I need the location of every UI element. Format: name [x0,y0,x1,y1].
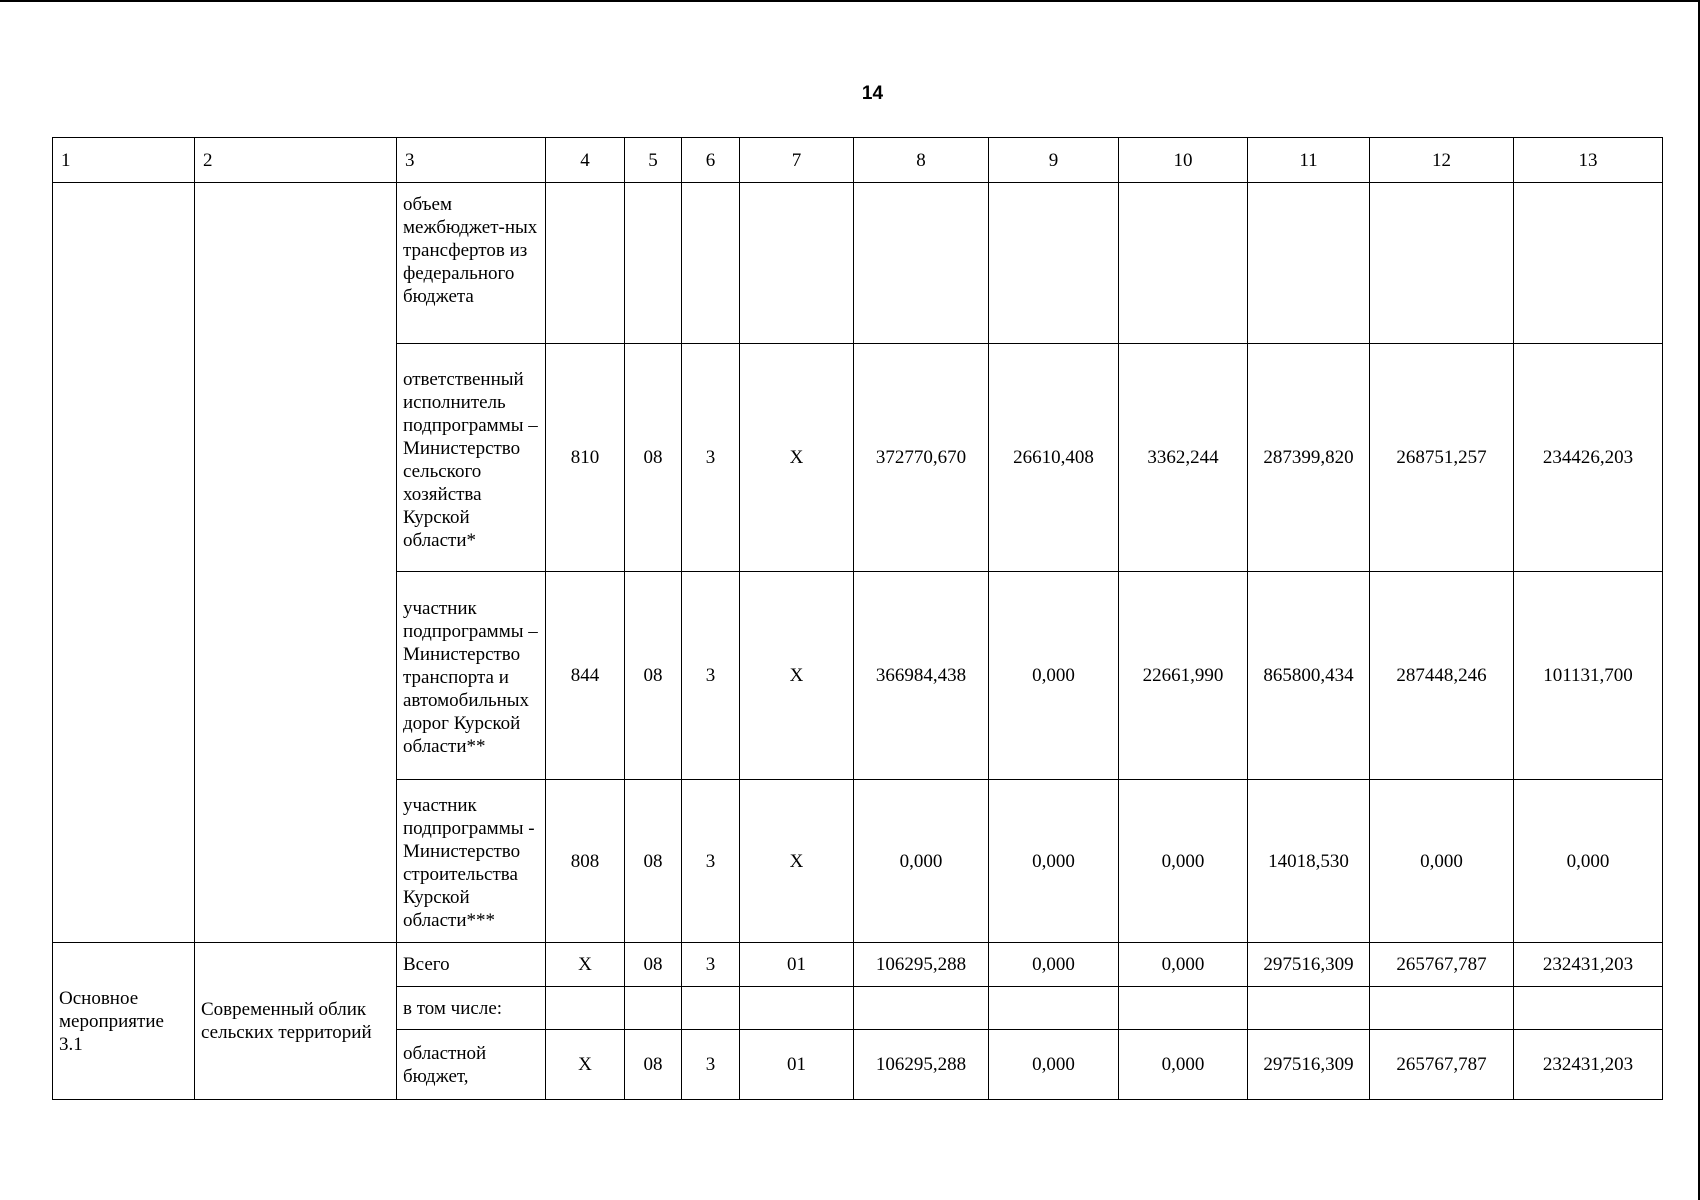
value-cell: 01 [740,1030,854,1100]
value-cell: 232431,203 [1514,1030,1663,1100]
value-cell: 808 [546,780,625,943]
value-cell [854,183,989,344]
empty-cell-col1 [53,183,195,943]
header-cell: 11 [1248,138,1370,183]
header-cell: 12 [1370,138,1514,183]
value-cell: 297516,309 [1248,943,1370,987]
value-cell: 3 [682,780,740,943]
value-cell: 22661,990 [1119,572,1248,780]
value-cell [682,183,740,344]
value-cell: X [740,780,854,943]
header-cell: 6 [682,138,740,183]
value-cell: 08 [625,344,682,572]
value-cell [1370,987,1514,1030]
value-cell: 287448,246 [1370,572,1514,780]
value-cell [1248,987,1370,1030]
value-cell [854,987,989,1030]
value-cell [625,183,682,344]
value-cell: 0,000 [1119,780,1248,943]
value-cell: 268751,257 [1370,344,1514,572]
value-cell: 26610,408 [989,344,1119,572]
value-cell: 101131,700 [1514,572,1663,780]
budget-table [52,137,1663,1100]
value-cell: 0,000 [1370,780,1514,943]
value-cell: 08 [625,780,682,943]
header-cell: 4 [546,138,625,183]
regional-budget-cell: областной бюджет, [397,1030,546,1100]
value-cell: 14018,530 [1248,780,1370,943]
value-cell: 0,000 [1514,780,1663,943]
value-cell: 810 [546,344,625,572]
value-cell: 08 [625,943,682,987]
page-border-top [0,0,1700,2]
value-cell: 08 [625,1030,682,1100]
header-cell: 7 [740,138,854,183]
value-cell: 08 [625,572,682,780]
value-cell [1119,987,1248,1030]
page-number: 14 [861,83,884,104]
value-cell: 287399,820 [1248,344,1370,572]
value-cell: 265767,787 [1370,943,1514,987]
value-cell: 01 [740,943,854,987]
value-cell: 3362,244 [1119,344,1248,572]
value-cell: 0,000 [1119,943,1248,987]
value-cell [1514,183,1663,344]
value-cell: 0,000 [989,1030,1119,1100]
funding-source-cell: объем межбюджет-ных трансфертов из федерального бюджета [397,183,546,344]
value-cell [740,987,854,1030]
value-cell: X [740,572,854,780]
header-cell: 10 [1119,138,1248,183]
value-cell: 0,000 [989,780,1119,943]
including-label-cell: в том числе: [397,987,546,1030]
table-row [53,943,1663,987]
header-cell: 2 [195,138,397,183]
value-cell: 372770,670 [854,344,989,572]
participant-cell: участник подпрограммы – Министерство транспорта и автомобильных дорог Курской области** [397,572,546,780]
value-cell [682,987,740,1030]
header-cell: 8 [854,138,989,183]
table-row [53,183,1663,344]
value-cell: 865800,434 [1248,572,1370,780]
value-cell: 844 [546,572,625,780]
header-cell: 9 [989,138,1119,183]
value-cell: 297516,309 [1248,1030,1370,1100]
activity-name-cell: Современный облик сельских территорий [195,943,397,1100]
value-cell: X [546,943,625,987]
value-cell: 232431,203 [1514,943,1663,987]
value-cell: 366984,438 [854,572,989,780]
main-activity-cell: Основное мероприятие 3.1 [53,943,195,1100]
value-cell: 3 [682,344,740,572]
header-cell: 1 [53,138,195,183]
header-row [53,138,1663,183]
value-cell: 0,000 [989,943,1119,987]
value-cell [546,987,625,1030]
value-cell: 3 [682,572,740,780]
value-cell [546,183,625,344]
header-cell: 5 [625,138,682,183]
value-cell [625,987,682,1030]
value-cell [1514,987,1663,1030]
empty-cell-col2 [195,183,397,943]
value-cell: 106295,288 [854,943,989,987]
value-cell [1119,183,1248,344]
value-cell [989,987,1119,1030]
value-cell: 0,000 [1119,1030,1248,1100]
executor-cell: ответственный исполнитель подпрограммы – Министерство сельского хозяйства Курской области* [397,344,546,572]
participant-cell: участник подпрограммы - Министерство строительства Курской области*** [397,780,546,943]
header-cell: 3 [397,138,546,183]
value-cell: 3 [682,1030,740,1100]
value-cell: 265767,787 [1370,1030,1514,1100]
value-cell: 0,000 [989,572,1119,780]
value-cell [1248,183,1370,344]
total-label-cell: Всего [397,943,546,987]
value-cell: X [740,344,854,572]
value-cell: 0,000 [854,780,989,943]
value-cell [740,183,854,344]
value-cell: 106295,288 [854,1030,989,1100]
value-cell [989,183,1119,344]
value-cell: X [546,1030,625,1100]
value-cell [1370,183,1514,344]
value-cell: 3 [682,943,740,987]
header-cell: 13 [1514,138,1663,183]
value-cell: 234426,203 [1514,344,1663,572]
